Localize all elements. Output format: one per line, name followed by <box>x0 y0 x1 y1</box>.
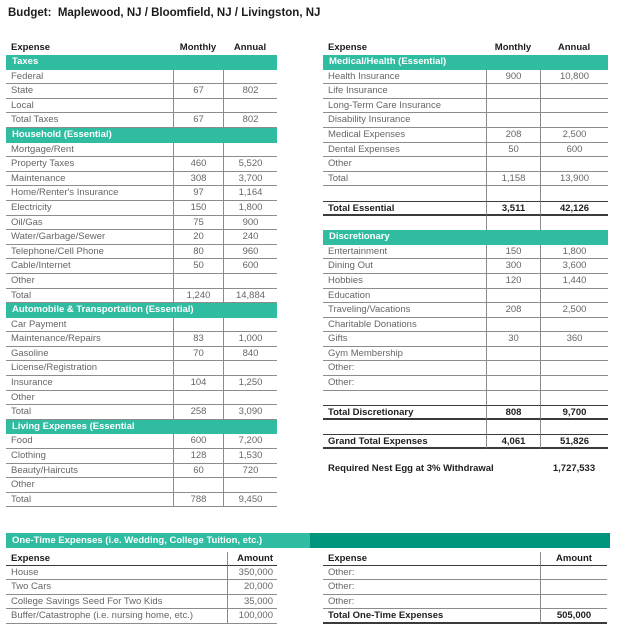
monthly-cell: 80 <box>173 245 223 260</box>
amount-cell: 600 <box>223 259 277 274</box>
monthly-cell <box>486 216 540 231</box>
amount-cell <box>540 376 608 391</box>
expense-row <box>323 70 608 85</box>
monthly-cell: 75 <box>173 216 223 231</box>
expense-cell: Gasoline <box>6 347 173 362</box>
monthly-cell <box>173 99 223 114</box>
expense-row <box>6 186 277 201</box>
section-header <box>6 420 277 435</box>
monthly-cell: 67 <box>173 84 223 99</box>
expense-row <box>323 303 608 318</box>
monthly-cell <box>173 478 223 493</box>
expense-row <box>6 113 277 128</box>
monthly-cell: 150 <box>173 201 223 216</box>
amount-cell <box>540 420 608 435</box>
monthly-cell <box>486 99 540 114</box>
expense-cell: Expense <box>323 552 540 566</box>
expense-cell: Total Taxes <box>6 113 173 128</box>
amount-cell: 840 <box>223 347 277 362</box>
amount-cell: 100,000 <box>227 609 277 624</box>
expense-cell: Food <box>6 434 173 449</box>
amount-cell: 802 <box>223 84 277 99</box>
expense-cell <box>323 186 486 201</box>
section-header-label: Discretionary <box>329 231 390 243</box>
expense-cell: Water/Garbage/Sewer <box>6 230 173 245</box>
amount-cell: 14,884 <box>223 289 277 304</box>
monthly-cell: 70 <box>173 347 223 362</box>
amount-cell: 1,250 <box>223 376 277 391</box>
total-row <box>323 434 608 449</box>
expense-cell: Education <box>323 289 486 304</box>
amount-cell: 1,000 <box>223 332 277 347</box>
expense-row <box>6 332 277 347</box>
expense-cell: Federal <box>6 70 173 85</box>
amount-cell <box>223 361 277 376</box>
amount-cell: 1,727,533 <box>552 463 596 475</box>
amount-cell <box>223 99 277 114</box>
expense-cell: Expense <box>11 42 51 53</box>
expense-row <box>323 172 608 187</box>
expense-cell: Clothing <box>6 449 173 464</box>
expense-row <box>323 113 608 128</box>
expense-row <box>323 143 608 158</box>
amount-cell <box>540 391 608 406</box>
expense-cell: Expense <box>6 552 227 566</box>
one-time-band <box>6 533 610 548</box>
expense-cell: Telephone/Cell Phone <box>6 245 173 260</box>
amount-cell <box>223 478 277 493</box>
expense-row <box>323 318 608 333</box>
monthly-cell <box>173 70 223 85</box>
section-header <box>323 55 608 70</box>
amount-cell <box>223 274 277 289</box>
amount-cell <box>540 566 607 581</box>
expense-row <box>6 274 277 289</box>
amount-cell: 505,000 <box>540 609 607 624</box>
amount-cell: 1,440 <box>540 274 608 289</box>
expense-cell: Disability Insurance <box>323 113 486 128</box>
total-row <box>323 201 608 216</box>
expense-cell: Beauty/Haircuts <box>6 464 173 479</box>
budget-table-right <box>323 38 608 477</box>
expense-cell: Maintenance <box>6 172 173 187</box>
expense-cell: Total <box>6 405 173 420</box>
monthly-cell: 67 <box>173 113 223 128</box>
expense-cell: Car Payment <box>6 318 173 333</box>
amount-cell: 900 <box>223 216 277 231</box>
section-header-label: Medical/Health (Essential) <box>329 56 447 67</box>
section-header-label: Taxes <box>12 56 39 67</box>
one-time-band-fill <box>310 533 610 548</box>
monthly-cell: 150 <box>486 245 540 260</box>
expense-row <box>6 84 277 99</box>
expense-cell: Gym Membership <box>323 347 486 362</box>
monthly-cell: 104 <box>173 376 223 391</box>
expense-cell: Buffer/Catastrophe (i.e. nursing home, etc.) <box>6 609 227 624</box>
expense-row <box>6 478 277 493</box>
expense-row <box>323 84 608 99</box>
amount-cell: 1,800 <box>540 245 608 260</box>
expense-cell: House <box>6 566 227 581</box>
monthly-cell: 50 <box>173 259 223 274</box>
expense-row <box>323 259 608 274</box>
expense-cell: License/Registration <box>6 361 173 376</box>
expense-row <box>6 347 277 362</box>
amount-cell <box>540 347 608 362</box>
expense-cell: Home/Renter's Insurance <box>6 186 173 201</box>
expense-cell: Other: <box>323 580 540 595</box>
monthly-cell <box>486 361 540 376</box>
monthly-cell: 3,511 <box>486 201 540 216</box>
column-gap <box>277 551 323 624</box>
expense-row <box>6 449 277 464</box>
monthly-cell <box>486 157 540 172</box>
amount-cell: 360 <box>540 332 608 347</box>
one-time-table-right <box>323 551 607 624</box>
expense-cell: Other <box>6 274 173 289</box>
amount-cell: 9,450 <box>223 493 277 508</box>
section-header-label: Household (Essential) <box>12 128 112 140</box>
monthly-cell: 208 <box>486 303 540 318</box>
one-time-table-left <box>6 551 277 624</box>
expense-cell: Long-Term Care Insurance <box>323 99 486 114</box>
expense-row <box>323 566 607 581</box>
amount-cell: 9,700 <box>540 405 608 420</box>
amount-cell <box>540 289 608 304</box>
amount-cell: Amount <box>227 552 277 566</box>
amount-cell <box>540 157 608 172</box>
section-header-label: Living Expenses (Essential <box>12 420 135 432</box>
amount-cell: 350,000 <box>227 566 277 581</box>
section-header <box>6 128 277 143</box>
expense-cell: Other: <box>323 361 486 376</box>
expense-row <box>6 566 277 581</box>
amount-cell: 13,900 <box>540 172 608 187</box>
monthly-cell <box>486 376 540 391</box>
expense-cell: Total Discretionary <box>323 405 486 420</box>
expense-row <box>6 201 277 216</box>
expense-cell: Total <box>6 289 173 304</box>
expense-row <box>323 376 608 391</box>
expense-cell: Dental Expenses <box>323 143 486 158</box>
section-header <box>6 55 277 70</box>
amount-cell: 5,520 <box>223 157 277 172</box>
amount-cell <box>540 99 608 114</box>
expense-cell: Cable/Internet <box>6 259 173 274</box>
nest-egg-row <box>323 462 608 477</box>
monthly-cell: 900 <box>486 70 540 85</box>
expense-row <box>6 361 277 376</box>
expense-cell: Other <box>6 478 173 493</box>
expense-cell: Other: <box>323 376 486 391</box>
expense-row <box>6 434 277 449</box>
monthly-cell: 600 <box>173 434 223 449</box>
expense-row <box>6 289 277 304</box>
expense-row <box>6 230 277 245</box>
expense-row <box>6 580 277 595</box>
expense-row <box>6 493 277 508</box>
monthly-cell <box>173 318 223 333</box>
expense-row <box>323 332 608 347</box>
expense-row <box>6 216 277 231</box>
monthly-cell: 83 <box>173 332 223 347</box>
column-header-row <box>6 551 277 566</box>
expense-cell <box>323 391 486 406</box>
monthly-cell: 20 <box>173 230 223 245</box>
expense-row <box>6 245 277 260</box>
amount-cell: 1,164 <box>223 186 277 201</box>
expense-cell: Expense <box>328 42 368 53</box>
total-row <box>323 609 607 624</box>
amount-cell <box>540 216 608 231</box>
expense-row <box>6 318 277 333</box>
amount-cell: Annual <box>233 42 267 53</box>
expense-row <box>6 172 277 187</box>
amount-cell: 3,600 <box>540 259 608 274</box>
amount-cell: 7,200 <box>223 434 277 449</box>
amount-cell <box>540 318 608 333</box>
monthly-cell: 1,240 <box>173 289 223 304</box>
amount-cell: 960 <box>223 245 277 260</box>
expense-row <box>6 259 277 274</box>
expense-cell: Property Taxes <box>6 157 173 172</box>
expense-row <box>323 99 608 114</box>
amount-cell <box>540 595 607 610</box>
expense-cell: Other: <box>323 595 540 610</box>
blank-row <box>323 391 608 406</box>
monthly-cell: 120 <box>486 274 540 289</box>
monthly-cell: 50 <box>486 143 540 158</box>
monthly-cell <box>486 289 540 304</box>
expense-cell: Total One-Time Expenses <box>323 609 540 624</box>
amount-cell: 3,700 <box>223 172 277 187</box>
column-header-row <box>6 38 277 55</box>
expense-row <box>6 405 277 420</box>
amount-cell <box>540 113 608 128</box>
amount-cell: 35,000 <box>227 595 277 610</box>
expense-cell: College Savings Seed For Two Kids <box>6 595 227 610</box>
expense-cell: Total <box>6 493 173 508</box>
expense-row <box>6 464 277 479</box>
monthly-cell <box>486 347 540 362</box>
blank-row <box>323 186 608 201</box>
blank-row <box>323 420 608 435</box>
amount-cell: 1,530 <box>223 449 277 464</box>
expense-cell: Two Cars <box>6 580 227 595</box>
page-title: Budget: Maplewood, NJ / Bloomfield, NJ / Livingston, NJ <box>8 7 321 19</box>
monthly-cell <box>486 391 540 406</box>
monthly-cell <box>486 113 540 128</box>
amount-cell: 1,800 <box>223 201 277 216</box>
section-header <box>323 230 608 245</box>
amount-cell <box>540 580 607 595</box>
budget-table-left <box>6 38 277 507</box>
expense-cell: State <box>6 84 173 99</box>
monthly-cell <box>173 274 223 289</box>
monthly-cell: 460 <box>173 157 223 172</box>
expense-row <box>323 347 608 362</box>
expense-cell <box>323 420 486 435</box>
amount-cell <box>540 361 608 376</box>
amount-cell <box>223 143 277 158</box>
expense-row <box>323 580 607 595</box>
expense-row <box>323 245 608 260</box>
expense-cell: Other <box>6 391 173 406</box>
amount-cell <box>223 70 277 85</box>
expense-cell: Electricity <box>6 201 173 216</box>
total-row <box>323 405 608 420</box>
expense-cell: Charitable Donations <box>323 318 486 333</box>
monthly-cell: 308 <box>173 172 223 187</box>
column-header-row <box>323 551 607 566</box>
monthly-cell: 300 <box>486 259 540 274</box>
expense-cell: Entertainment <box>323 245 486 260</box>
amount-cell: 720 <box>223 464 277 479</box>
expense-cell <box>323 216 486 231</box>
monthly-cell <box>486 84 540 99</box>
expense-cell: Local <box>6 99 173 114</box>
monthly-cell: 128 <box>173 449 223 464</box>
amount-cell: 10,800 <box>540 70 608 85</box>
amount-cell: 42,126 <box>540 201 608 216</box>
amount-cell: 2,500 <box>540 303 608 318</box>
monthly-cell: Monthly <box>494 42 532 53</box>
amount-cell: 3,090 <box>223 405 277 420</box>
monthly-cell <box>173 361 223 376</box>
amount-cell <box>223 318 277 333</box>
expense-cell: Total Essential <box>323 201 486 216</box>
amount-cell: 240 <box>223 230 277 245</box>
monthly-cell: 208 <box>486 128 540 143</box>
monthly-cell: 4,061 <box>486 434 540 449</box>
expense-cell: Life Insurance <box>323 84 486 99</box>
expense-row <box>323 361 608 376</box>
monthly-cell: Monthly <box>179 42 217 53</box>
amount-cell: 20,000 <box>227 580 277 595</box>
expense-cell: Insurance <box>6 376 173 391</box>
expense-cell: Mortgage/Rent <box>6 143 173 158</box>
expense-cell: Other <box>323 157 486 172</box>
monthly-cell <box>486 186 540 201</box>
expense-row <box>6 609 277 624</box>
monthly-cell <box>173 143 223 158</box>
monthly-cell: 1,158 <box>486 172 540 187</box>
section-header-label: Automobile & Transportation (Essential) <box>12 304 194 316</box>
expense-cell: Dining Out <box>323 259 486 274</box>
expense-row <box>6 99 277 114</box>
amount-cell: 600 <box>540 143 608 158</box>
expense-row <box>6 70 277 85</box>
monthly-cell <box>173 391 223 406</box>
expense-row <box>6 143 277 158</box>
expense-row <box>323 157 608 172</box>
expense-row <box>6 157 277 172</box>
column-header-row <box>323 38 608 55</box>
monthly-cell: 97 <box>173 186 223 201</box>
expense-row <box>323 595 607 610</box>
amount-cell: 802 <box>223 113 277 128</box>
amount-cell: 51,826 <box>540 434 608 449</box>
expense-cell: Total <box>323 172 486 187</box>
expense-cell: Traveling/Vacations <box>323 303 486 318</box>
one-time-expenses-section <box>6 533 610 624</box>
monthly-cell: 808 <box>486 405 540 420</box>
expense-cell: Medical Expenses <box>323 128 486 143</box>
monthly-cell <box>486 420 540 435</box>
amount-cell <box>540 186 608 201</box>
expense-cell: Grand Total Expenses <box>323 434 486 449</box>
expense-cell: Other: <box>323 566 540 581</box>
amount-cell: 2,500 <box>540 128 608 143</box>
monthly-cell: 30 <box>486 332 540 347</box>
blank-row <box>323 216 608 231</box>
expense-cell: Hobbies <box>323 274 486 289</box>
expense-row <box>323 289 608 304</box>
expense-row <box>323 274 608 289</box>
expense-cell: Health Insurance <box>323 70 486 85</box>
expense-cell: Oil/Gas <box>6 216 173 231</box>
amount-cell: Annual <box>557 42 591 53</box>
expense-cell: Required Nest Egg at 3% Withdrawal <box>328 463 494 475</box>
expense-cell: Maintenance/Repairs <box>6 332 173 347</box>
monthly-cell: 258 <box>173 405 223 420</box>
expense-row <box>6 595 277 610</box>
amount-cell: Amount <box>540 552 607 566</box>
expense-cell: Gifts <box>323 332 486 347</box>
expense-row <box>6 376 277 391</box>
expense-row <box>6 391 277 406</box>
monthly-cell: 788 <box>173 493 223 508</box>
monthly-cell: 60 <box>173 464 223 479</box>
amount-cell <box>540 84 608 99</box>
section-header <box>6 303 277 318</box>
monthly-cell <box>486 318 540 333</box>
expense-row <box>323 128 608 143</box>
amount-cell <box>223 391 277 406</box>
one-time-band-title: One-Time Expenses (i.e. Wedding, College Tuition, etc.) <box>6 533 310 548</box>
